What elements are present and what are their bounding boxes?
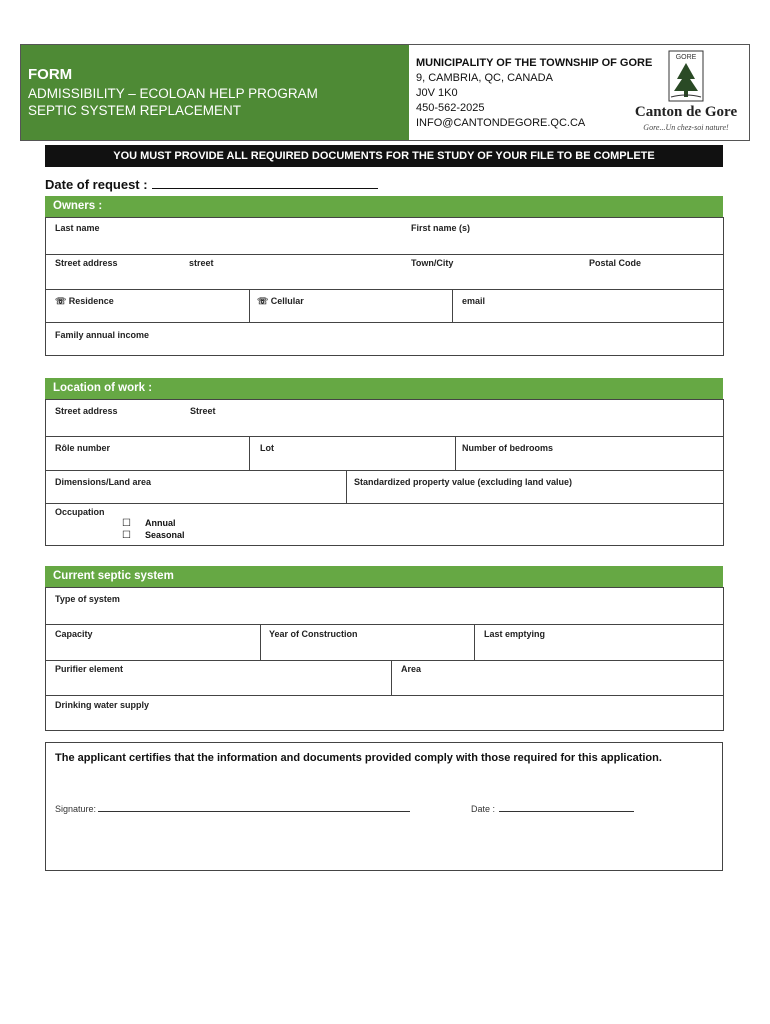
phone-number: 450-562-2025 [416,102,485,114]
last-emptying-field[interactable]: Last emptying [484,629,546,639]
signature-date-label: Date : [471,804,496,814]
location-section-header: Location of work : [45,378,723,399]
certification-statement: The applicant certifies that the information and documents provided comply with those required for this application. [55,752,662,764]
role-number-field[interactable]: Rôle number [55,443,111,453]
cellular-phone-field[interactable]: ☏ Cellular [257,296,304,306]
work-street-label: Street [190,406,216,416]
form-title: FORM [28,66,73,83]
septic-table [45,587,724,731]
signature-line[interactable] [55,804,410,814]
seasonal-label: Seasonal [144,530,185,540]
occupation-label: Occupation [55,507,105,517]
program-name: ADMISSIBILITY – ECOLOAN HELP PROGRAM [28,86,318,101]
town-city-field[interactable]: Town/City [411,258,454,268]
lot-field[interactable]: Lot [260,443,274,453]
family-income-field[interactable]: Family annual income [55,330,150,340]
owner-street-address-field[interactable]: Street address [55,258,118,268]
municipality-name: MUNICIPALITY OF THE TOWNSHIP OF GORE [416,57,653,69]
date-of-request-field[interactable] [152,177,378,189]
bedrooms-field[interactable]: Number of bedrooms [462,443,554,453]
date-of-request-label: Date of request : [45,177,148,192]
postal-code-field[interactable]: Postal Code [589,258,642,268]
construction-year-field[interactable]: Year of Construction [269,629,358,639]
email-field[interactable]: email [462,296,486,306]
capacity-field[interactable]: Capacity [55,629,93,639]
septic-section-header: Current septic system [45,566,723,587]
last-name-field[interactable]: Last name [55,223,100,233]
system-type-field[interactable]: Type of system [55,594,120,604]
owner-street-label: street [189,258,214,268]
signature-date-field[interactable] [499,804,634,812]
logo-top-text: GORE [675,54,697,61]
municipality-contact [409,45,749,140]
owners-table [45,217,724,356]
annual-label: Annual [144,518,176,528]
address-line-1: 9, CAMBRIA, QC, CANADA [416,72,553,84]
canton-de-gore-logo [627,49,745,135]
logo-tagline: Gore...Un chez-soi nature! [643,123,729,132]
date-of-request [45,177,378,192]
property-value-field[interactable]: Standardized property value (excluding land value) [354,477,573,487]
dimensions-field[interactable]: Dimensions/Land area [55,477,152,487]
required-documents-banner: YOU MUST PROVIDE ALL REQUIRED DOCUMENTS FOR THE STUDY OF YOUR FILE TO BE COMPLETE [45,145,723,167]
address-line-2: J0V 1K0 [416,87,458,99]
residence-phone-field[interactable]: ☏ Residence [55,296,114,306]
first-name-field[interactable]: First name (s) [411,223,471,233]
logo-name: Canton de Gore [634,104,738,120]
purifier-element-field[interactable]: Purifier element [55,664,124,674]
signature-date-line[interactable] [471,804,634,814]
contact-email: INFO@CANTONDEGORE.QC.CA [416,117,586,129]
area-field[interactable]: Area [401,664,422,674]
work-street-address-field[interactable]: Street address [55,406,118,416]
signature-field[interactable] [98,804,410,812]
water-supply-field[interactable]: Drinking water supply [55,700,150,710]
header-title-panel [21,45,409,140]
owners-section-header: Owners : [45,196,723,217]
certification-box [45,742,723,871]
logo-tree-icon [627,49,745,105]
annual-checkbox[interactable]: ☐ Annual [122,518,176,529]
form-header [20,44,750,141]
location-table [45,399,724,546]
program-subtitle: SEPTIC SYSTEM REPLACEMENT [28,103,242,118]
signature-label: Signature: [55,804,97,814]
seasonal-checkbox[interactable]: ☐ Seasonal [122,530,185,541]
